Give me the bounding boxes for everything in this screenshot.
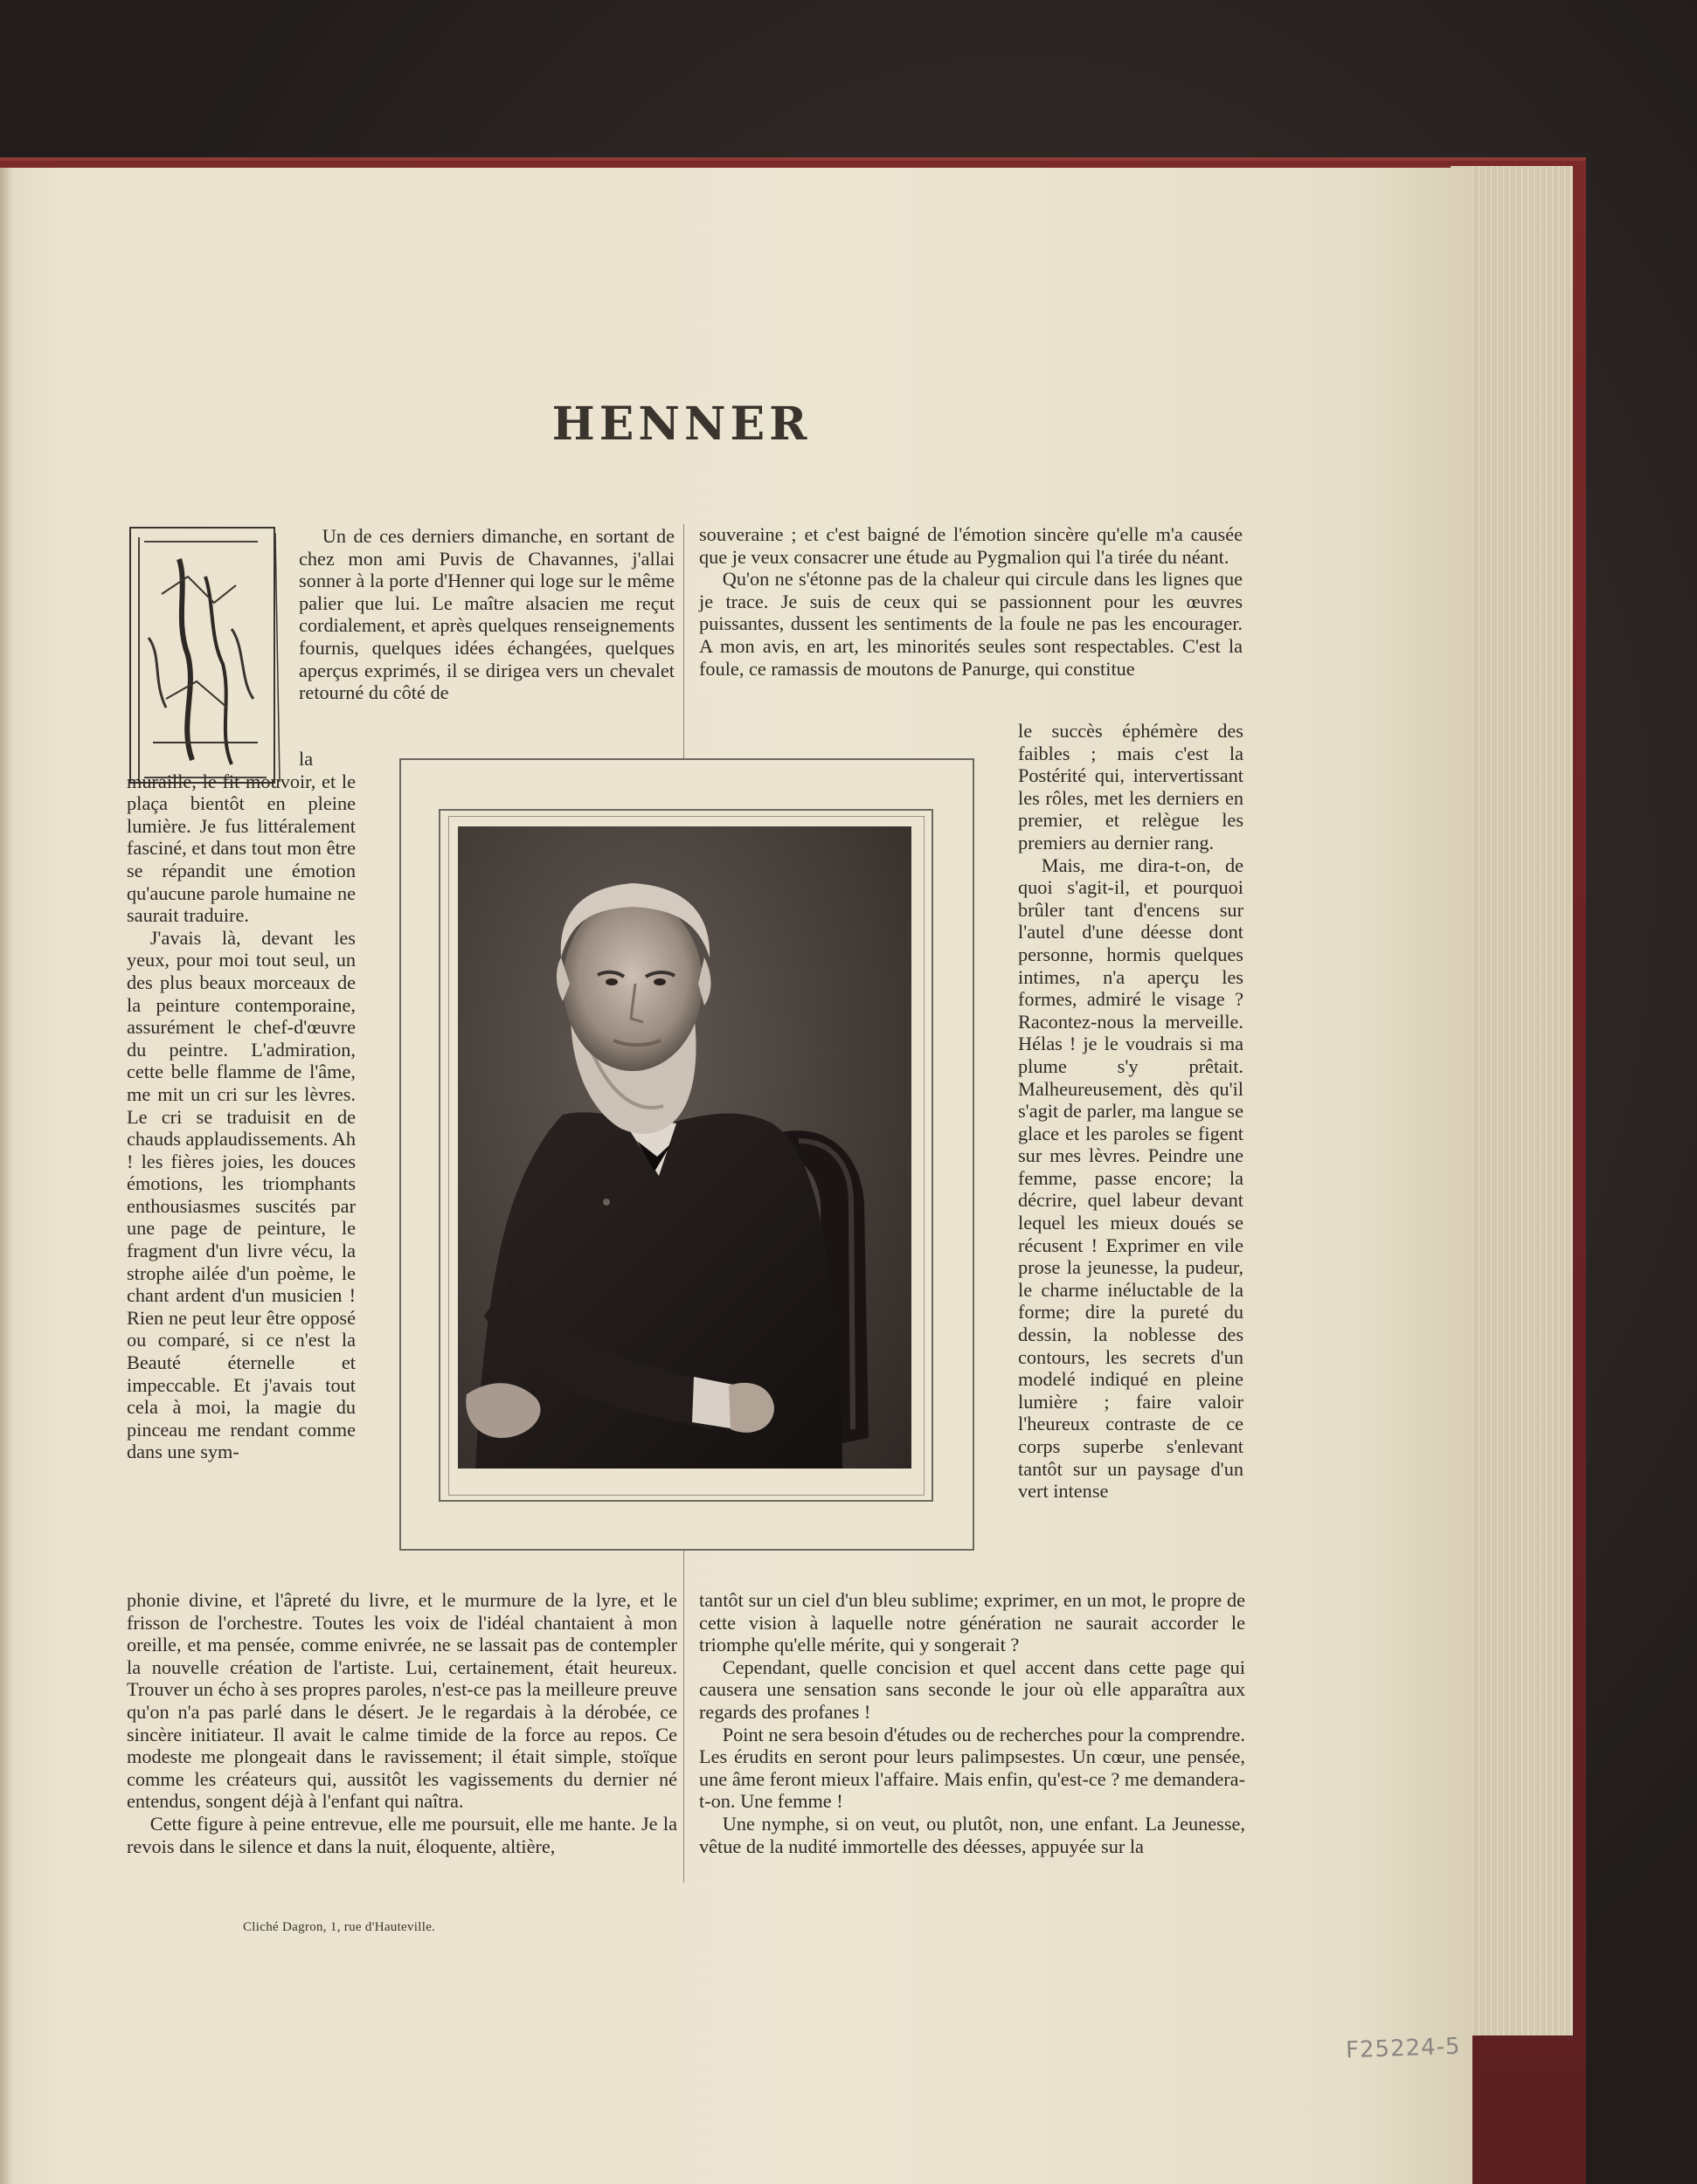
photo-credit: Cliché Dagron, 1, rue d'Hauteville. xyxy=(243,1920,436,1934)
left-column-top xyxy=(299,525,675,704)
portrait-photograph xyxy=(458,826,911,1469)
inventory-stamp: F25224-5 xyxy=(1345,2033,1462,2064)
page-title: HENNER xyxy=(551,397,812,451)
paragraph: phonie divine, et l'âpreté du livre, et le murmure de la lyre, et le frisson de l'orchestre. Toutes les voix de l'idéal chantaient à mon oreille, et ma pensée, comme enivrée, ne se lassait pas de contempler la nouvelle création de l'artiste. Lui, certainement, était heureux. Trouver un écho à ses propres paroles, n'est-ce pas la meilleure preuve qu'on n'a pas parlé dans le désert. Je le regardais à la dérobée, ce sincère initiateur. Il avait le calme timide de la force au repos. Ce modeste me plongeait dans le ravissement; il était simple, stoïque comme les créateurs qui, aussitôt les vagissements du dernier né entendus, songent déjà à l'enfant qui naîtra. xyxy=(127,1589,677,1813)
paragraph: Mais, me dira-t-on, de quoi s'agit-il, et pourquoi brûler tant d'encens sur l'autel d'une déesse dont personne, hormis quelques intimes, n'a aperçu les formes, admiré le visage ? Racontez-nous la merveille. Hélas ! je le voudrais si ma plume s'y prêtait. Malheureusement, dès qu'il s'agit de parler, ma langue se glace et les paroles se figent sur mes lèvres. Peindre une femme, passe encore; la décrire, quel labeur devant lequel les mieux doués se récusent ! Exprimer en vile prose la jeunesse, la pudeur, le charme inéluctable de la forme; dire la pureté du dessin, la noblesse des contours, les secrets d'un modelé indiqué en pleine lumière ; faire valoir l'heureux contraste de ce corps superbe s'enlevant tantôt sur un paysage d'un vert intense xyxy=(1018,854,1243,1503)
right-column-bottom xyxy=(699,1589,1245,1857)
right-column-top xyxy=(699,523,1243,680)
right-column-narrow xyxy=(1018,720,1243,1503)
left-column-narrow xyxy=(127,748,356,1463)
left-column-bottom xyxy=(127,1589,677,1857)
paragraph: la muraille, le fit mouvoir, et le plaça bientôt en pleine lumière. Je fus littéralement fasciné, et dans tout mon être se répandit une émotion qu'aucune parole humaine ne saurait traduire. xyxy=(127,748,356,927)
paragraph: Cependant, quelle concision et quel accent dans cette page qui causera une sensation sans seconde le jour où elle apparaîtra aux regards des profanes ! xyxy=(699,1655,1245,1723)
paragraph: Cette figure à peine entrevue, elle me poursuit, elle me hante. Je la revois dans le silence et dans la nuit, éloquente, altière, xyxy=(127,1812,677,1857)
paragraph: J'avais là, devant les yeux, pour moi tout seul, un des plus beaux morceaux de la peinture contemporaine, assurément le chef-d'œuvre du peintre. L'admiration, cette belle flamme de l'âme, me mit un cri sur les lèvres. Le cri se traduisit en de chauds applaudissements. Ah ! les fières joies, les douces émotions, les triomphants enthousiasmes suscités par une page de peinture, le fragment d'un livre vécu, la strophe ailée d'un poème, le chant ardent d'un musicien ! Rien ne peut leur être opposé ou comparé, si ce n'est la Beauté éternelle et impeccable. Et j'avais tout cela à moi, la magie du pinceau me rendant comme dans une sym- xyxy=(127,926,356,1463)
portrait-figure xyxy=(458,826,911,1469)
paragraph: le succès éphémère des faibles ; mais c'est la Postérité qui, intervertissant les rôles, met les derniers en premier, et relègue les premiers au dernier rang. xyxy=(1018,720,1243,854)
paragraph: Un de ces derniers dimanche, en sortant de chez mon ami Puvis de Chavannes, j'allai sonner à la porte d'Henner qui loge sur le même palier que lui. Le maître alsacien me reçut cordialement, et après quelques renseignements fournis, quelques idées échangées, quelques aperçus exprimés, il se dirigea vers un chevalet retourné du côté de xyxy=(299,525,675,704)
paragraph: tantôt sur un ciel d'un bleu sublime; exprimer, en un mot, le propre de cette vision à laquelle notre génération ne saurait accorder le triomphe qu'elle mérite, qui y songerait ? xyxy=(699,1589,1245,1656)
paragraph: Une nymphe, si on veut, ou plutôt, non, une enfant. La Jeunesse, vêtue de la nudité immortelle des déesses, appuyée sur la xyxy=(699,1812,1245,1857)
paragraph: Point ne sera besoin d'études ou de recherches pour la comprendre. Les érudits en seront pour leurs palimpsestes. Un cœur, une pensée, une âme feront mieux l'affaire. Mais enfin, qu'est-ce ? me demandera-t-on. Une femme ! xyxy=(699,1723,1245,1813)
paragraph: Qu'on ne s'étonne pas de la chaleur qui circule dans les lignes que je trace. Je suis de ceux qui se passionnent pour les œuvres puissantes, dussent les sentiments de la foule ne pas les encourager. A mon avis, en art, les minorités seules sont respectables. C'est la foule, ce ramassis de moutons de Panurge, qui constitue xyxy=(699,568,1243,680)
paragraph: souveraine ; et c'est baigné de l'émotion sincère qu'elle m'a causée que je veux consacrer une étude au Pygmalion qui l'a tirée du néant. xyxy=(699,523,1243,568)
page-gutter xyxy=(0,168,12,2184)
